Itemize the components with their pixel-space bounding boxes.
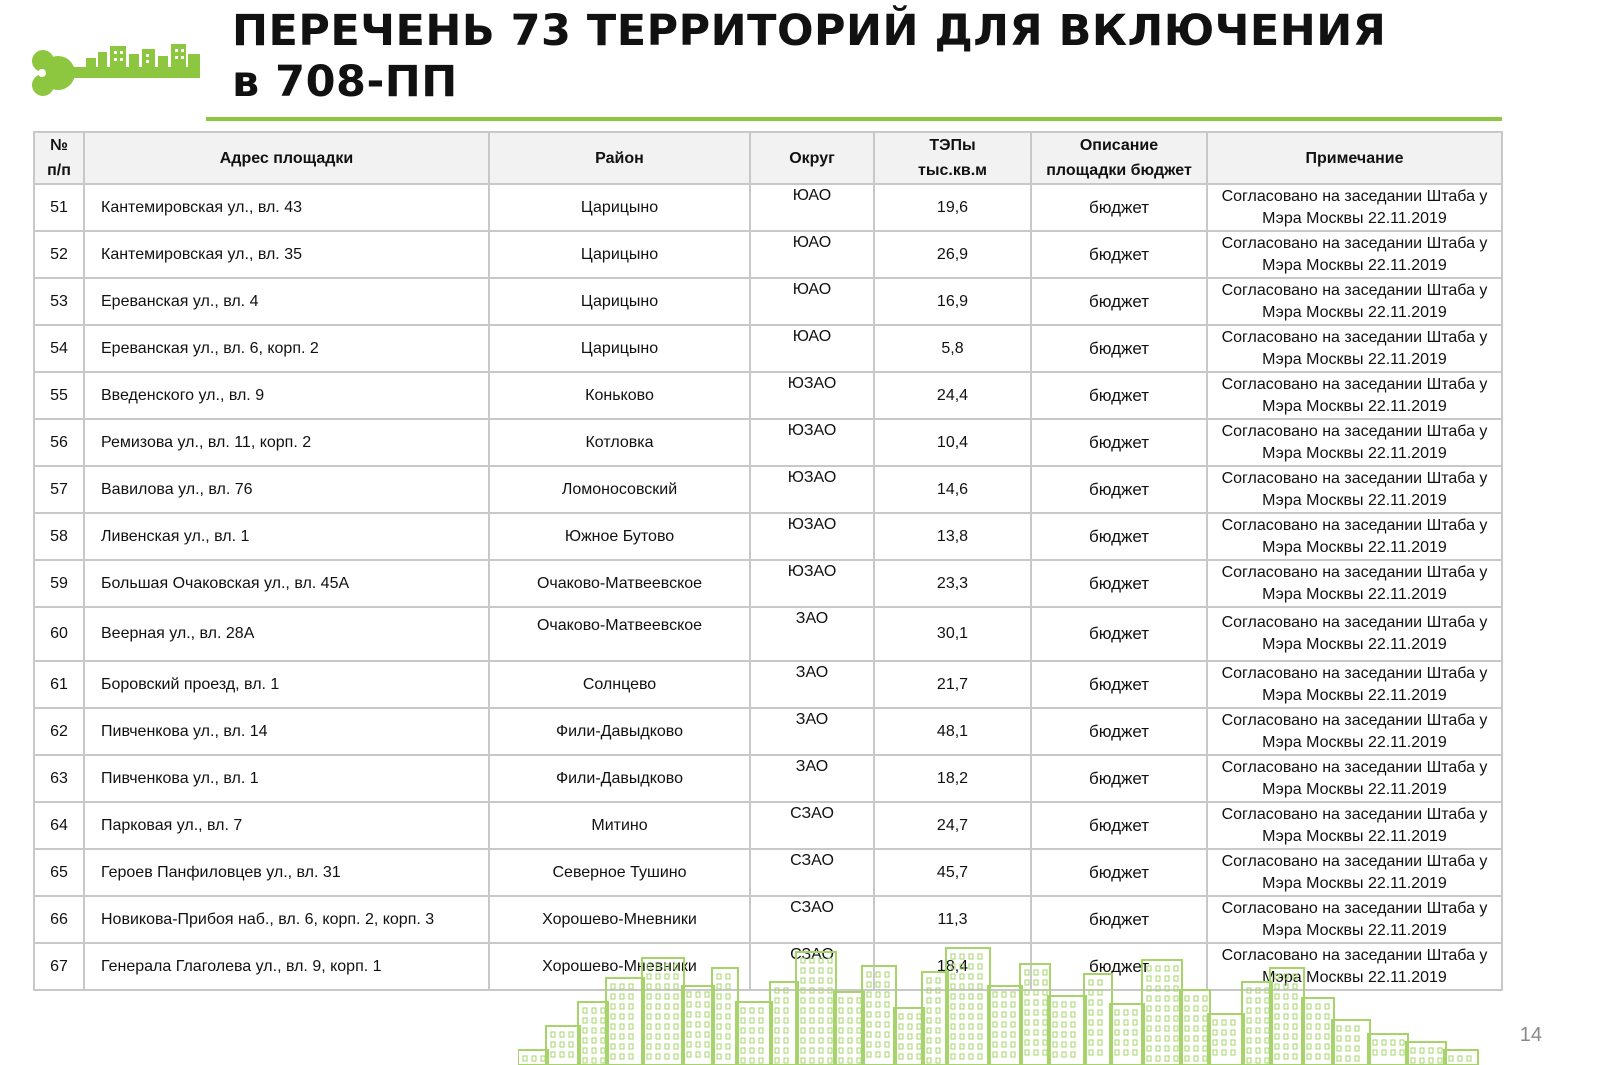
cell-description: бюджет [1031,372,1207,419]
cell-description: бюджет [1031,661,1207,708]
cell-description: бюджет [1031,755,1207,802]
cell-note: Согласовано на заседании Штаба у Мэра Москвы 22.11.2019 [1207,419,1502,466]
cell-tep: 30,1 [874,607,1031,661]
cell-num: 56 [34,419,84,466]
table-row [34,755,1502,802]
cell-okrug: ЗАО [750,708,874,755]
cell-address: Пивченкова ул., вл. 14 [84,708,489,755]
cell-district: Царицыно [489,278,750,325]
cell-note: Согласовано на заседании Штаба у Мэра Москвы 22.11.2019 [1207,896,1502,943]
table-row [34,372,1502,419]
cell-address: Ремизова ул., вл. 11, корп. 2 [84,419,489,466]
cell-okrug: СЗАО [750,849,874,896]
cell-tep: 18,4 [874,943,1031,990]
slide-title [232,6,1386,108]
slide-title-line2: в 708-ПП [232,57,458,107]
cell-description: бюджет [1031,325,1207,372]
cell-tep: 24,4 [874,372,1031,419]
table-row [34,661,1502,708]
table-row [34,419,1502,466]
cell-description: бюджет [1031,466,1207,513]
cell-okrug: ЮАО [750,325,874,372]
cell-note: Согласовано на заседании Штаба у Мэра Москвы 22.11.2019 [1207,943,1502,990]
cell-num: 51 [34,184,84,231]
cell-description: бюджет [1031,849,1207,896]
cell-okrug: ЮЗАО [750,513,874,560]
cell-address: Генерала Глаголева ул., вл. 9, корп. 1 [84,943,489,990]
table-row [34,231,1502,278]
table-row [34,184,1502,231]
cell-address: Парковая ул., вл. 7 [84,802,489,849]
cell-note: Согласовано на заседании Штаба у Мэра Москвы 22.11.2019 [1207,802,1502,849]
cell-note: Согласовано на заседании Штаба у Мэра Москвы 22.11.2019 [1207,849,1502,896]
cell-district: Коньково [489,372,750,419]
header-note: Примечание [1207,132,1502,184]
cell-note: Согласовано на заседании Штаба у Мэра Москвы 22.11.2019 [1207,513,1502,560]
cell-note: Согласовано на заседании Штаба у Мэра Москвы 22.11.2019 [1207,325,1502,372]
cell-tep: 21,7 [874,661,1031,708]
cell-description: бюджет [1031,896,1207,943]
header-num: № п/п [34,132,84,184]
cell-okrug: ЮЗАО [750,466,874,513]
cell-num: 54 [34,325,84,372]
cell-note: Согласовано на заседании Штаба у Мэра Москвы 22.11.2019 [1207,661,1502,708]
cell-address: Веерная ул., вл. 28А [84,607,489,661]
cell-num: 66 [34,896,84,943]
table-row [34,607,1502,661]
cell-num: 58 [34,513,84,560]
table-row [34,325,1502,372]
cell-note: Согласовано на заседании Штаба у Мэра Москвы 22.11.2019 [1207,184,1502,231]
cell-okrug: ЮЗАО [750,560,874,607]
cell-district: Хорошево-Мневники [489,943,750,990]
cell-district: Царицыно [489,231,750,278]
cell-okrug: ЗАО [750,661,874,708]
cell-tep: 26,9 [874,231,1031,278]
cell-okrug: ЗАО [750,755,874,802]
cell-description: бюджет [1031,278,1207,325]
cell-okrug: ЮЗАО [750,419,874,466]
cell-tep: 14,6 [874,466,1031,513]
territories-table [33,131,1503,991]
cell-okrug: ЮАО [750,231,874,278]
cell-district: Царицыно [489,325,750,372]
cell-okrug: ЗАО [750,607,874,661]
cell-address: Большая Очаковская ул., вл. 45А [84,560,489,607]
table-row [34,513,1502,560]
cell-address: Ереванская ул., вл. 6, корп. 2 [84,325,489,372]
cell-num: 59 [34,560,84,607]
cell-note: Согласовано на заседании Штаба у Мэра Москвы 22.11.2019 [1207,607,1502,661]
cell-address: Ливенская ул., вл. 1 [84,513,489,560]
cell-okrug: ЮАО [750,278,874,325]
cell-description: бюджет [1031,943,1207,990]
cell-district: Очаково-Матвеевское [489,607,750,661]
cell-okrug: СЗАО [750,802,874,849]
cell-description: бюджет [1031,708,1207,755]
cell-tep: 11,3 [874,896,1031,943]
cell-note: Согласовано на заседании Штаба у Мэра Москвы 22.11.2019 [1207,755,1502,802]
cell-num: 64 [34,802,84,849]
cell-district: Ломоносовский [489,466,750,513]
cell-address: Боровский проезд, вл. 1 [84,661,489,708]
table-row [34,560,1502,607]
cell-district: Царицыно [489,184,750,231]
cell-note: Согласовано на заседании Штаба у Мэра Москвы 22.11.2019 [1207,278,1502,325]
cell-okrug: СЗАО [750,896,874,943]
cell-tep: 16,9 [874,278,1031,325]
table-row [34,896,1502,943]
cell-note: Согласовано на заседании Штаба у Мэра Москвы 22.11.2019 [1207,708,1502,755]
header-description: Описание площадки бюджет [1031,132,1207,184]
cell-okrug: ЮЗАО [750,372,874,419]
table-row [34,708,1502,755]
cell-note: Согласовано на заседании Штаба у Мэра Москвы 22.11.2019 [1207,560,1502,607]
header-okrug: Округ [750,132,874,184]
cell-tep: 23,3 [874,560,1031,607]
cell-district: Очаково-Матвеевское [489,560,750,607]
cell-tep: 19,6 [874,184,1031,231]
cell-address: Героев Панфиловцев ул., вл. 31 [84,849,489,896]
table-row [34,802,1502,849]
cell-description: бюджет [1031,607,1207,661]
city-skyline-illustration [518,938,1480,1065]
cell-district: Фили-Давыдково [489,708,750,755]
cell-note: Согласовано на заседании Штаба у Мэра Москвы 22.11.2019 [1207,372,1502,419]
cell-district: Южное Бутово [489,513,750,560]
cell-description: бюджет [1031,802,1207,849]
cell-num: 65 [34,849,84,896]
cell-address: Новикова-Прибоя наб., вл. 6, корп. 2, корп. 3 [84,896,489,943]
table-row [34,466,1502,513]
cell-district: Хорошево-Мневники [489,896,750,943]
cell-num: 53 [34,278,84,325]
cell-address: Кантемировская ул., вл. 43 [84,184,489,231]
cell-num: 60 [34,607,84,661]
cell-tep: 24,7 [874,802,1031,849]
cell-note: Согласовано на заседании Штаба у Мэра Москвы 22.11.2019 [1207,231,1502,278]
cell-tep: 45,7 [874,849,1031,896]
cell-description: бюджет [1031,419,1207,466]
header-district: Район [489,132,750,184]
cell-num: 67 [34,943,84,990]
cell-tep: 13,8 [874,513,1031,560]
cell-description: бюджет [1031,560,1207,607]
key-city-logo [26,42,202,104]
cell-address: Пивченкова ул., вл. 1 [84,755,489,802]
cell-description: бюджет [1031,231,1207,278]
header-address: Адрес площадки [84,132,489,184]
cell-num: 63 [34,755,84,802]
table-row [34,849,1502,896]
cell-tep: 18,2 [874,755,1031,802]
cell-district: Солнцево [489,661,750,708]
cell-address: Ереванская ул., вл. 4 [84,278,489,325]
title-underline [206,117,1502,121]
cell-address: Введенского ул., вл. 9 [84,372,489,419]
cell-num: 57 [34,466,84,513]
cell-num: 62 [34,708,84,755]
page-number: 14 [1519,1024,1542,1046]
cell-district: Северное Тушино [489,849,750,896]
cell-num: 52 [34,231,84,278]
header-tep: ТЭПы тыс.кв.м [874,132,1031,184]
table-header-row [34,132,1502,184]
cell-tep: 5,8 [874,325,1031,372]
cell-district: Фили-Давыдково [489,755,750,802]
cell-description: бюджет [1031,513,1207,560]
cell-tep: 48,1 [874,708,1031,755]
cell-district: Котловка [489,419,750,466]
cell-num: 55 [34,372,84,419]
table-row [34,278,1502,325]
cell-okrug: ЮАО [750,184,874,231]
cell-description: бюджет [1031,184,1207,231]
cell-num: 61 [34,661,84,708]
cell-note: Согласовано на заседании Штаба у Мэра Москвы 22.11.2019 [1207,466,1502,513]
cell-address: Кантемировская ул., вл. 35 [84,231,489,278]
cell-okrug: СЗАО [750,943,874,990]
cell-district: Митино [489,802,750,849]
cell-tep: 10,4 [874,419,1031,466]
slide-title-line1: ПЕРЕЧЕНЬ 73 ТЕРРИТОРИЙ ДЛЯ ВКЛЮЧЕНИЯ [232,6,1387,56]
cell-address: Вавилова ул., вл. 76 [84,466,489,513]
